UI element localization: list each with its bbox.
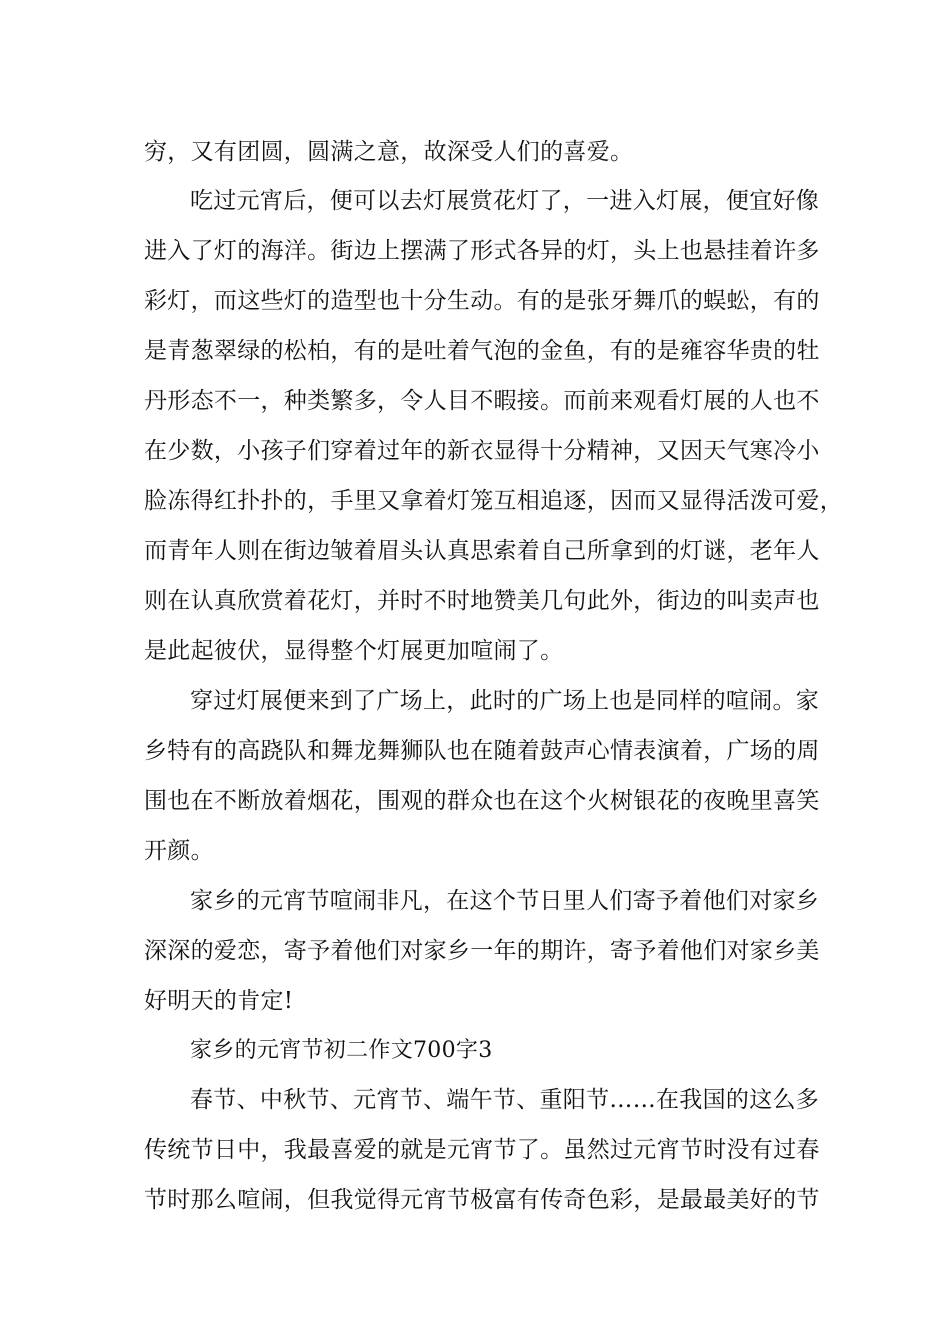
- text-line: 乡特有的高跷队和舞龙舞狮队也在随着鼓声心情表演着，广场的周: [144, 738, 820, 764]
- text-line: 进入了灯的海洋。街边上摆满了形式各异的灯，头上也悬挂着许多: [144, 238, 820, 264]
- text-line: 围也在不断放着烟花，围观的群众也在这个火树银花的夜晚里喜笑: [144, 788, 820, 814]
- paragraph-first-line: 穿过灯展便来到了广场上，此时的广场上也是同样的喧闹。家: [190, 688, 820, 714]
- text-line: 是青葱翠绿的松柏，有的是吐着气泡的金鱼，有的是雍容华贵的牡: [144, 338, 820, 364]
- text-line: 传统节日中，我最喜爱的就是元宵节了。虽然过元宵节时没有过春: [144, 1137, 820, 1163]
- text-line: 穷，又有团圆，圆满之意，故深受人们的喜爱。: [144, 139, 634, 165]
- text-line: 彩灯，而这些灯的造型也十分生动。有的是张牙舞爪的蜈蚣，有的: [144, 288, 820, 314]
- text-line: 则在认真欣赏着花灯，并时不时地赞美几句此外，街边的叫卖声也: [144, 588, 820, 614]
- text-line: 是此起彼伏，显得整个灯展更加喧闹了。: [144, 638, 564, 664]
- text-line: 脸冻得红扑扑的，手里又拿着灯笼互相追逐，因而又显得活泼可爱，: [144, 488, 843, 514]
- section-heading: 家乡的元宵节初二作文700字3: [190, 1038, 493, 1063]
- text-line: 好明天的肯定!: [144, 988, 294, 1014]
- text-line: 节时那么喧闹，但我觉得元宵节极富有传奇色彩，是最最美好的节: [144, 1187, 820, 1213]
- text-line: 而青年人则在街边皱着眉头认真思索着自己所拿到的灯谜，老年人: [144, 538, 820, 564]
- text-line: 开颜。: [144, 838, 214, 864]
- paragraph-first-line: 吃过元宵后，便可以去灯展赏花灯了，一进入灯展，便宜好像: [190, 188, 820, 214]
- paragraph-first-line: 家乡的元宵节喧闹非凡，在这个节日里人们寄予着他们对家乡: [190, 888, 820, 914]
- text-line: 深深的爱恋，寄予着他们对家乡一年的期许，寄予着他们对家乡美: [144, 938, 820, 964]
- text-line: 在少数，小孩子们穿着过年的新衣显得十分精神，又因天气寒冷小: [144, 438, 820, 464]
- text-line: 丹形态不一，种类繁多，令人目不暇接。而前来观看灯展的人也不: [144, 388, 820, 414]
- paragraph-first-line: 春节、中秋节、元宵节、端午节、重阳节……在我国的这么多: [190, 1087, 820, 1113]
